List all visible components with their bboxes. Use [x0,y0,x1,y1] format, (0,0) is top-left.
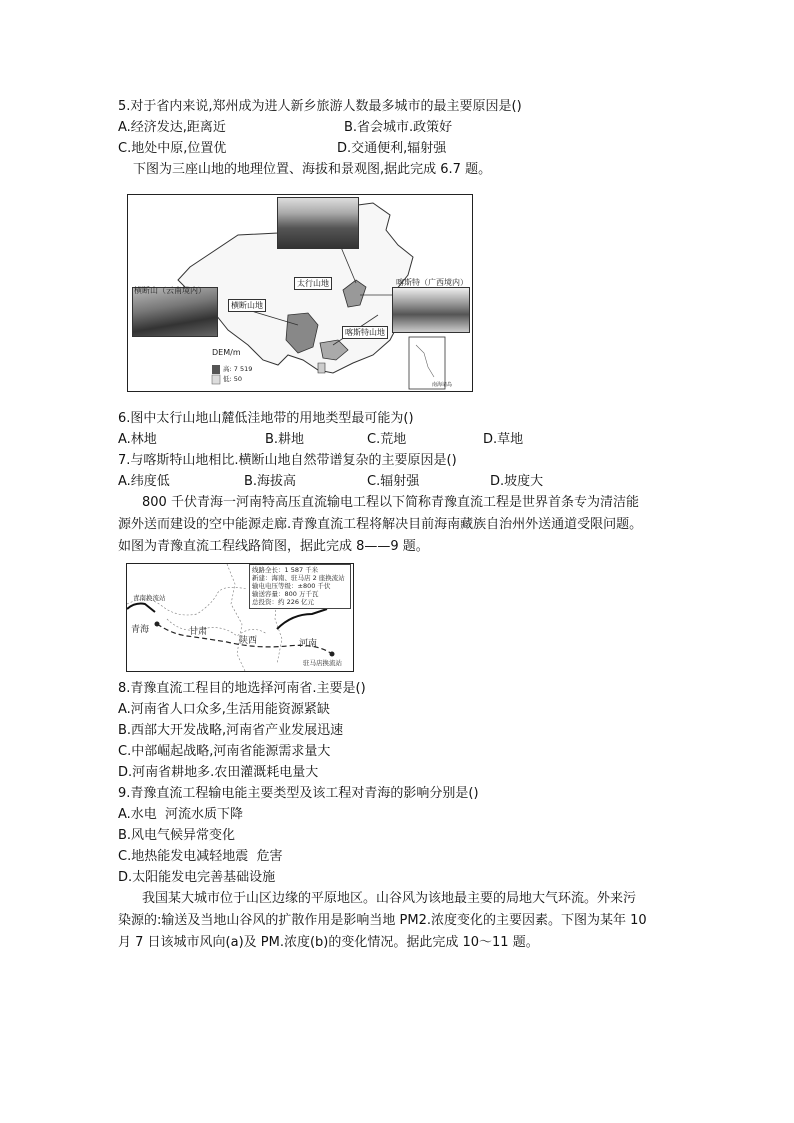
dem-legend-low: 低: 50 [223,375,243,383]
q5-option-b[interactable]: B.省会城市.政策好 [344,120,453,135]
province-henan: 河南 [299,639,318,649]
para-8-9-line1: 800 千伏青海一河南特高压直流输电工程以下简称青豫直流工程是世界首条专为清洁能 [142,495,639,510]
q7-option-b[interactable]: B.海拔高 [244,474,297,489]
para-10-11-line1: 我国某大城市位于山区边缘的平原地区。山谷风为该地最主要的局地大气环流。外来污 [142,891,637,906]
voltage-info: 输电电压等级：±800 千伏 [252,582,331,590]
q9-option-a[interactable]: A.水电 河流水质下降 [118,807,244,822]
para-10-11-line2: 染源的:输送及当地山谷风的扩散作用是影响当地 PM2.浓度变化的主要因素。下图为某年 10 [118,913,647,928]
new-stations-info: 新建：海南、驻马店 2 座换流站 [252,574,345,582]
province-qinghai: 青海 [131,625,150,635]
q5-option-d[interactable]: D.交通便利,辐射强 [337,141,447,156]
province-gansu: 甘肃 [189,627,208,637]
province-shaanxi: 陕西 [239,636,258,646]
q5-stem: 5.对于省内来说,郑州成为进人新乡旅游人数最多城市的最主要原因是() [118,99,522,114]
taihang-landscape-photo [277,197,359,249]
intro-6-7: 下图为三座山地的地理位置、海拔和景观图,据此完成 6.7 题。 [133,162,492,177]
para-8-9-line2: 源外送而建设的空中能源走廊.青豫直流工程将解决目前海南藏族自治州外送通道受限问题。 [118,517,643,532]
q8-option-b[interactable]: B.西部大开发战略,河南省产业发展迅速 [118,723,344,738]
q7-stem: 7.与喀斯特山地相比.横断山地自然带谱复杂的主要原因是() [118,453,457,468]
q6-option-a[interactable]: A.林地 [118,432,157,447]
q9-option-c[interactable]: C.地热能发电减轻地震 危害 [118,849,283,864]
hengduan-photo-caption: 横断山（云南境内） [134,286,206,295]
dem-legend-title: DEM/m [212,348,241,357]
q5-option-c[interactable]: C.地处中原,位置优 [118,141,227,156]
east-station-label: 驻马店换流站 [303,659,342,667]
investment-info: 总投资：约 226 亿元 [252,598,315,606]
q6-option-c[interactable]: C.荒地 [367,432,407,447]
line-length-info: 线路全长：1 587 千米 [252,566,319,574]
q9-stem: 9.青豫直流工程输电能主要类型及该工程对青海的影响分别是() [118,786,479,801]
q8-option-a[interactable]: A.河南省人口众多,生活用能资源紧缺 [118,702,330,717]
q7-option-c[interactable]: C.辐射强 [367,474,420,489]
q6-stem: 6.图中太行山地山麓低洼地带的用地类型最可能为() [118,411,414,426]
q7-option-d[interactable]: D.坡度大 [490,474,544,489]
taihang-label: 太行山地 [294,277,332,290]
hengduan-label: 横断山地 [228,299,266,312]
q7-option-a[interactable]: A.纬度低 [118,474,170,489]
para-10-11-line3: 月 7 日该城市风向(a)及 PM.浓度(b)的变化情况。据此完成 10～11 题。 [118,935,539,950]
para-8-9-line3: 如图为青豫直流工程线路简图，据此完成 8——9 题。 [118,539,429,554]
q9-option-b[interactable]: B.风电气候异常变化 [118,828,236,843]
karst-landscape-photo [392,287,470,333]
q9-option-d[interactable]: D.太阳能发电完善基础设施 [118,870,276,885]
q6-option-b[interactable]: B.耕地 [265,432,305,447]
south-sea-inset-label: 南海诸岛 [432,382,453,388]
dem-legend-high: 高: 7 519 [223,365,253,373]
west-station-label: 青南换流站 [133,594,166,602]
karst-label: 喀斯特山地 [342,326,388,339]
q6-option-d[interactable]: D.草地 [483,432,524,447]
karst-photo-caption: 喀斯特（广西境内） [396,278,468,287]
capacity-info: 输送容量：800 万千瓦 [252,590,319,598]
q8-option-d[interactable]: D.河南省耕地多.农田灌溉耗电量大 [118,765,319,780]
q8-option-c[interactable]: C.中部崛起战略,河南省能源需求量大 [118,744,331,759]
transmission-line-map [126,563,354,672]
q5-option-a[interactable]: A.经济发达,距离近 [118,120,226,135]
q8-stem: 8.青豫直流工程目的地选择河南省.主要是() [118,681,366,696]
mountains-map-figure [127,194,473,392]
